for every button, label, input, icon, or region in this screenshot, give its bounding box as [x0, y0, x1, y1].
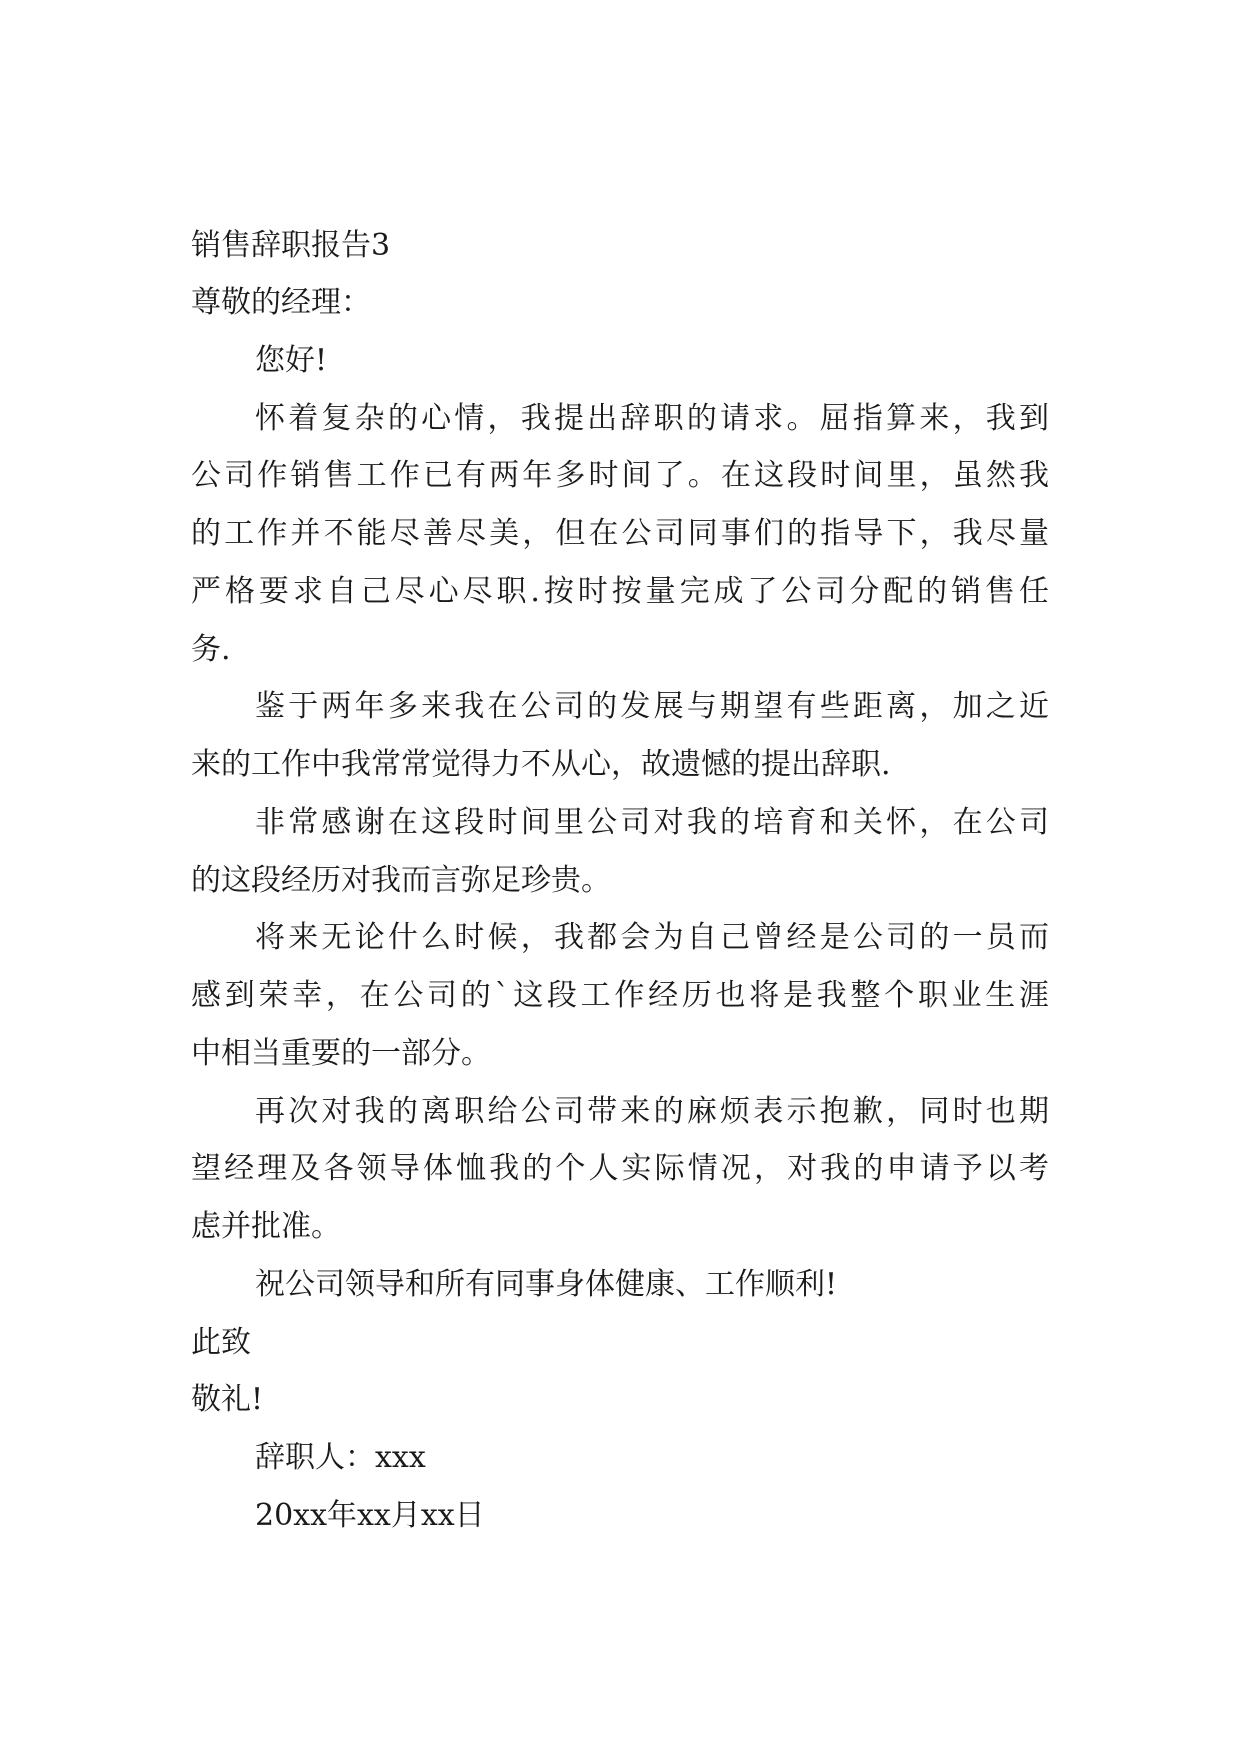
paragraph-line: 祝公司领导和所有同事身体健康、工作顺利!	[255, 1267, 838, 1302]
paragraph-line: 的工作并不能尽善尽美，但在公司同事们的指导下，我尽量	[191, 516, 1049, 551]
greeting: 您好!	[255, 343, 328, 378]
paragraph-line: 非常感谢在这段时间里公司对我的培育和关怀，在公司	[255, 805, 1049, 840]
document-title: 销售辞职报告3	[191, 228, 391, 263]
paragraph-line: 公司作销售工作已有两年多时间了。在这段时间里，虽然我	[191, 458, 1049, 493]
signature: 辞职人：xxx	[255, 1440, 426, 1475]
paragraph-line: 鉴于两年多来我在公司的发展与期望有些距离，加之近	[255, 689, 1049, 724]
paragraph-line: 望经理及各领导体恤我的个人实际情况，对我的申请予以考	[191, 1151, 1049, 1186]
salutation: 尊敬的经理：	[191, 285, 371, 320]
paragraph-line: 的这段经历对我而言弥足珍贵。	[191, 863, 611, 898]
paragraph-line: 再次对我的离职给公司带来的麻烦表示抱歉，同时也期	[255, 1094, 1049, 1129]
paragraph-line: 务.	[191, 632, 231, 667]
date: 20xx年xx月xx日	[255, 1498, 485, 1533]
paragraph-line: 感到荣幸，在公司的`这段工作经历也将是我整个职业生涯	[191, 978, 1049, 1013]
paragraph-line: 虑并批准。	[191, 1209, 341, 1244]
paragraph-line: 严格要求自己尽心尽职.按时按量完成了公司分配的销售任	[191, 574, 1049, 609]
paragraph-line: 来的工作中我常常觉得力不从心，故遗憾的提出辞职.	[191, 747, 891, 782]
paragraph-line: 怀着复杂的心情，我提出辞职的请求。屈指算来，我到	[255, 401, 1049, 436]
closing-line-2: 敬礼!	[191, 1382, 264, 1417]
paragraph-line: 中相当重要的一部分。	[191, 1036, 491, 1071]
closing-line-1: 此致	[191, 1325, 251, 1360]
paragraph-line: 将来无论什么时候，我都会为自己曾经是公司的一员而	[255, 920, 1049, 955]
